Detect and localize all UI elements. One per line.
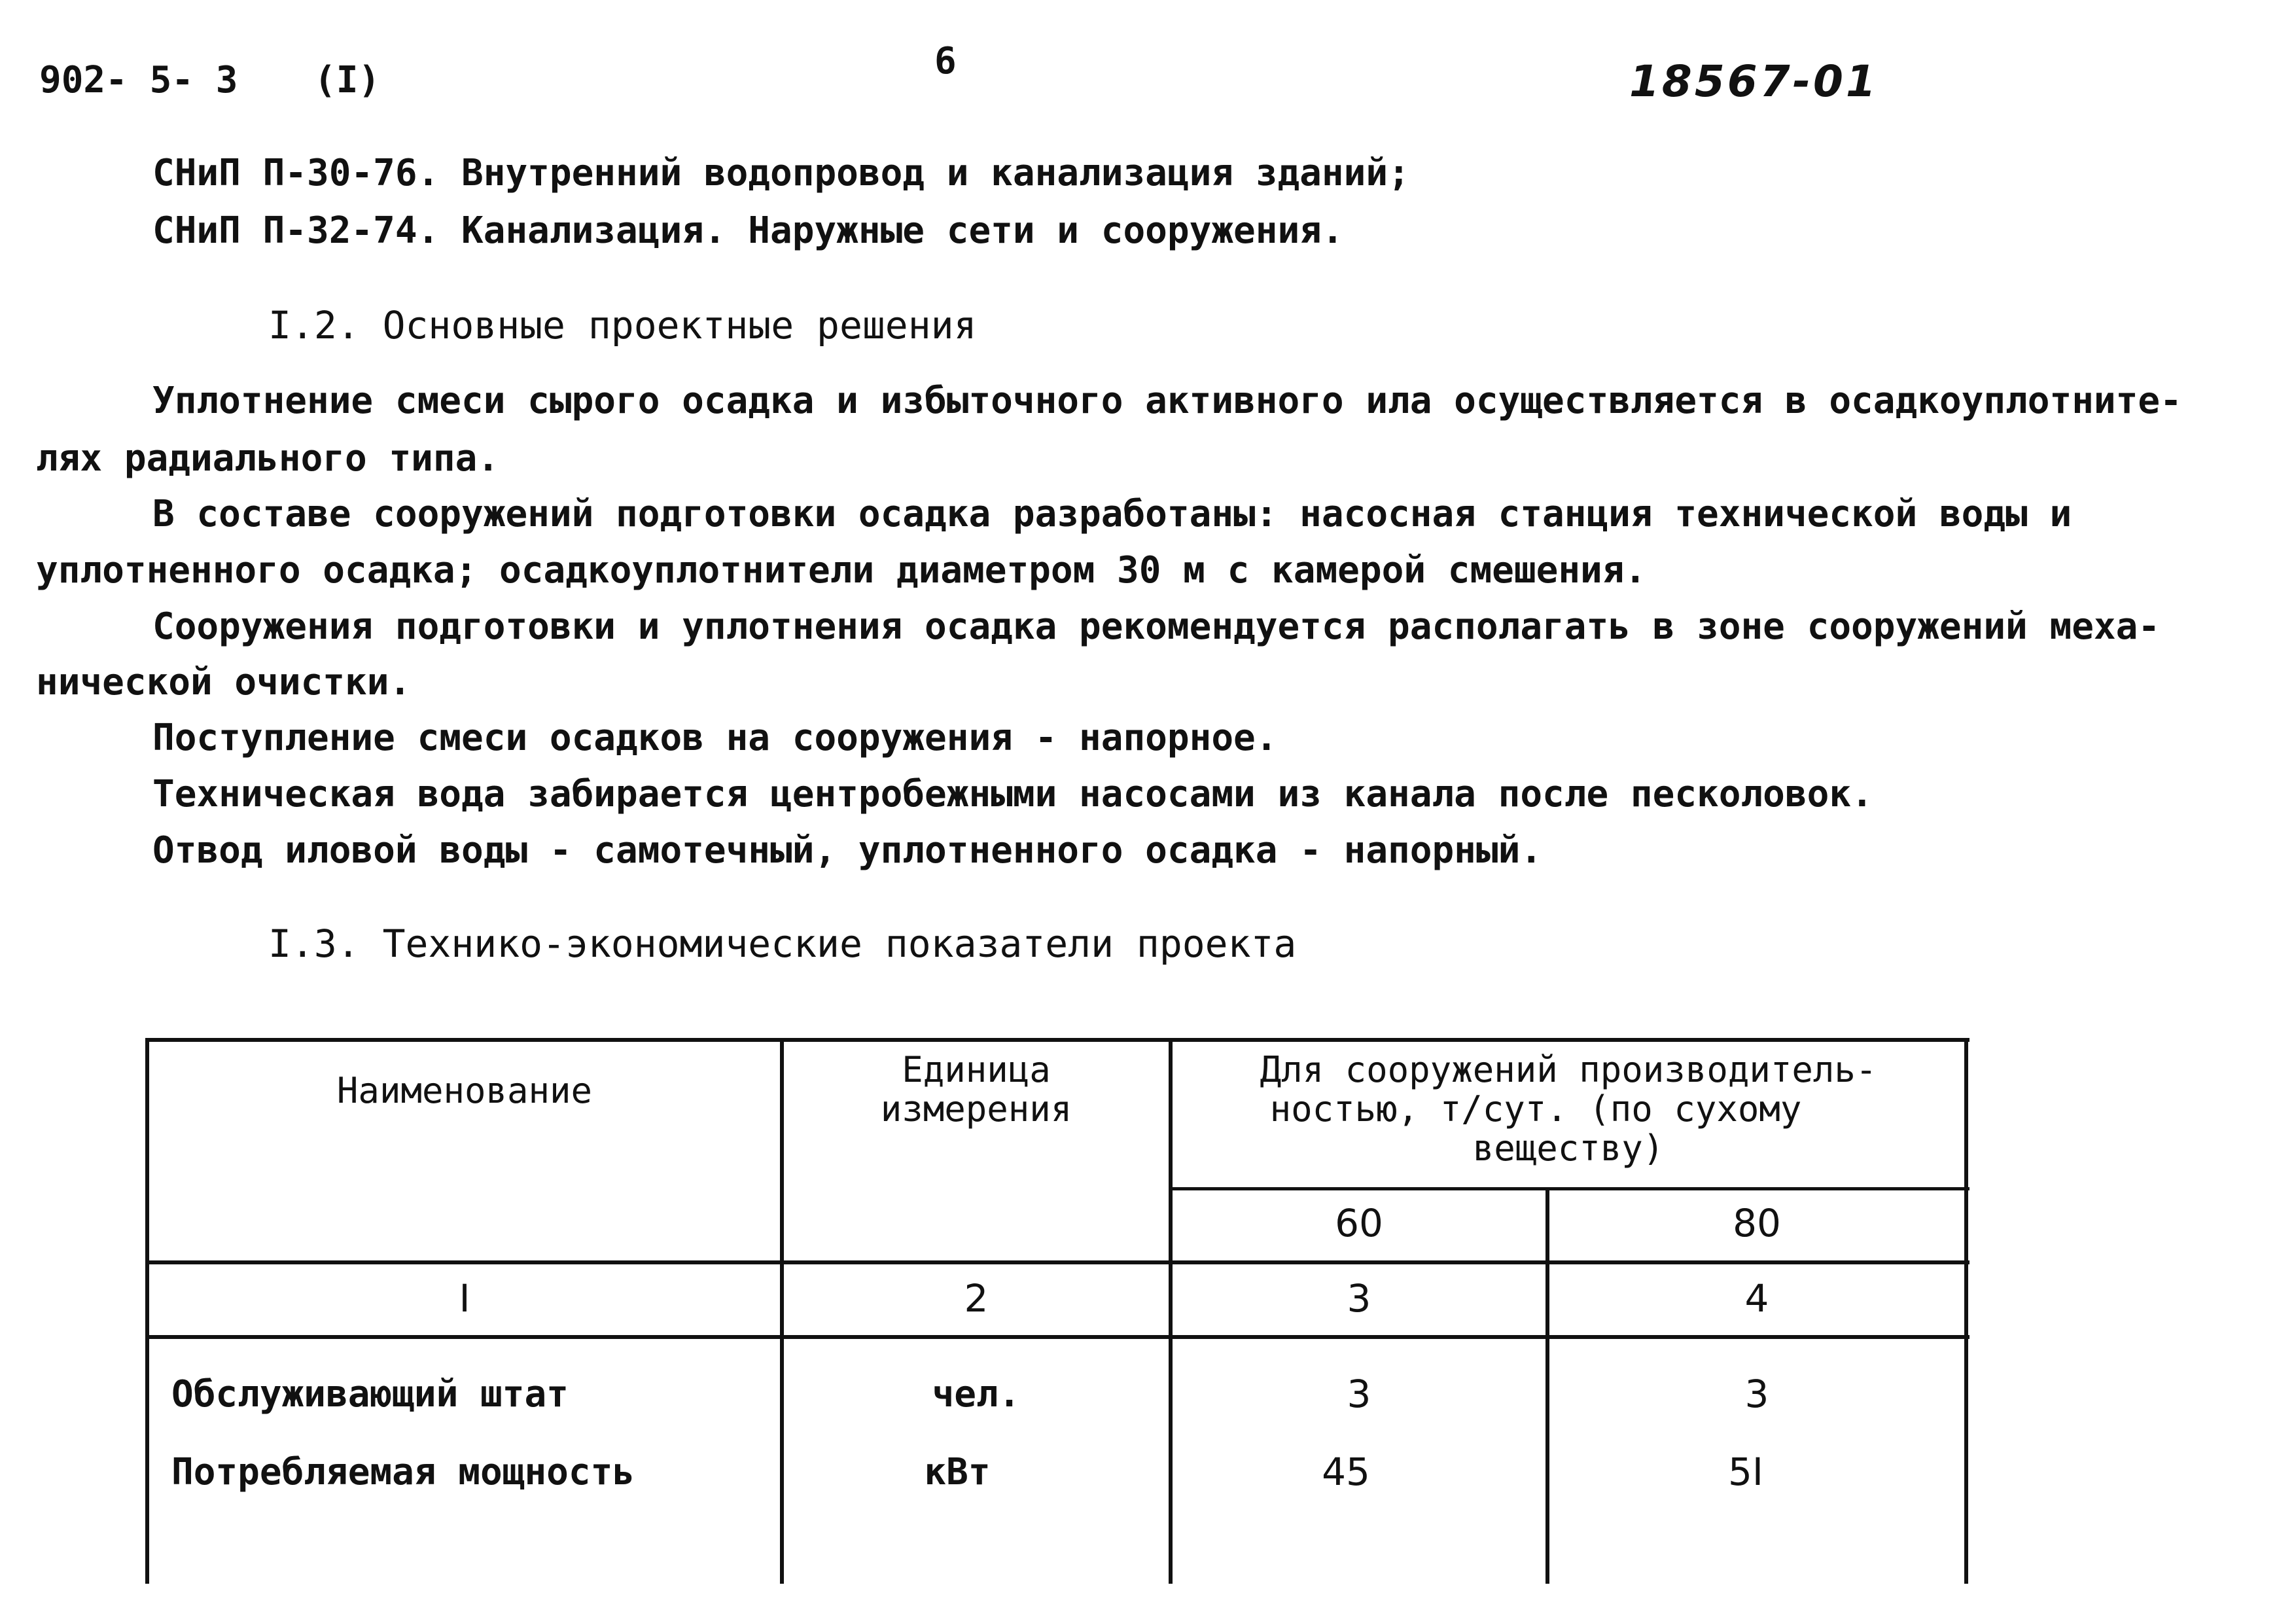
header-capacity-line-3: веществу)	[1472, 1128, 1665, 1169]
section-1-2-title: I.2. Основные проектные решения	[268, 303, 977, 348]
page-number: 6	[934, 40, 957, 82]
header-capacity-line-2: ностью, т/сут. (по сухому	[1269, 1088, 1802, 1130]
paragraph-line: лях радиального типа.	[36, 437, 500, 480]
paragraph-line: Отвод иловой воды - самотечный, уплотненного осадка - напорный.	[152, 829, 1543, 872]
header-capacity-80: 80	[1733, 1201, 1781, 1245]
norm-line-1: СНиП П-30-76. Внутренний водопровод и канализация зданий;	[152, 152, 1410, 194]
row-value-60-power: 45	[1322, 1450, 1370, 1494]
column-number: 2	[964, 1276, 989, 1321]
row-name-power: Потребляемая мощность	[171, 1451, 635, 1493]
document-series: 902- 5- 3	[39, 59, 238, 101]
row-value-80-power: 5I	[1727, 1450, 1763, 1494]
row-unit-staff: чел.	[932, 1373, 1021, 1416]
row-name-staff: Обслуживающий штат	[171, 1373, 569, 1416]
section-1-3-title: I.3. Технико-экономические показатели проекта	[268, 921, 1297, 966]
table-right-border	[1964, 1038, 1968, 1584]
table-column-numbers-rule	[145, 1335, 1969, 1339]
column-number: 4	[1744, 1276, 1769, 1321]
header-name: Наименование	[336, 1070, 593, 1111]
row-value-60-staff: 3	[1347, 1372, 1371, 1416]
paragraph-line: Техническая вода забирается центробежными насосами из канала после песколовок.	[152, 773, 1873, 815]
document-volume: (I)	[314, 59, 381, 101]
row-unit-power: кВт	[924, 1451, 991, 1493]
row-value-80-staff: 3	[1744, 1372, 1769, 1416]
column-number: I	[459, 1276, 470, 1321]
header-unit-line-2: измерения	[880, 1088, 1072, 1130]
table-subheader-rule	[1170, 1187, 1969, 1190]
header-capacity-line-1: Для сооружений производитель-	[1260, 1049, 1877, 1090]
paragraph-line: уплотненного осадка; осадкоуплотнители диаметром 30 м с камерой смешения.	[36, 549, 1647, 592]
paragraph-line: Сооружения подготовки и уплотнения осадка рекомендуется располагать в зоне сооружений меха-	[152, 605, 2161, 648]
header-unit-line-1: Единица	[902, 1049, 1051, 1090]
paragraph-line: Поступление смеси осадков на сооружения - напорное.	[152, 717, 1278, 759]
inventory-number: 18567-01	[1629, 56, 1879, 107]
table-header-bottom-rule	[145, 1260, 1969, 1264]
header-capacity-60: 60	[1335, 1201, 1383, 1245]
paragraph-line: Уплотнение смеси сырого осадка и избыточного активного ила осуществляется в осадкоуплотните-	[152, 380, 2182, 422]
paragraph-line: В составе сооружений подготовки осадка разработаны: насосная станция технической воды и	[152, 493, 2072, 535]
column-number: 3	[1347, 1276, 1371, 1321]
norm-line-2: СНиП П-32-74. Канализация. Наружные сети и сооружения.	[152, 209, 1344, 252]
table-top-rule	[145, 1038, 1969, 1042]
paragraph-line: нической очистки.	[36, 661, 412, 704]
